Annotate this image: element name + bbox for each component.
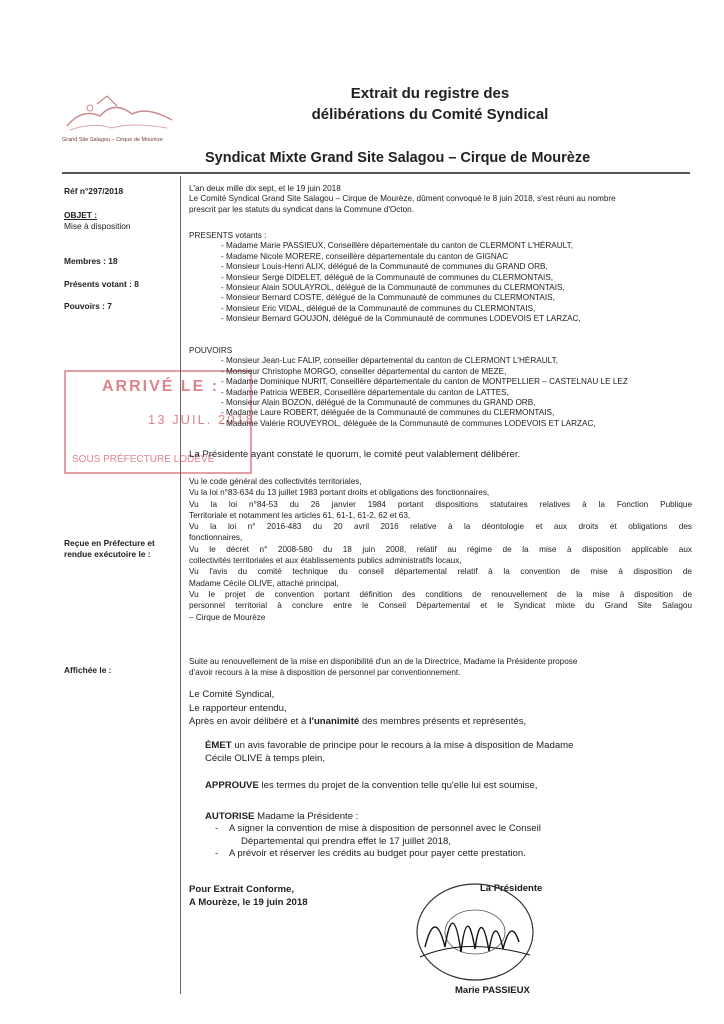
pouvoirs-label: POUVOIRS <box>189 346 233 355</box>
comite-line: Le Comité Syndical, <box>189 689 275 700</box>
vu-line: Vu le code général des collectivités territoriales, <box>189 477 362 486</box>
emet-keyword: ÉMET <box>205 740 232 751</box>
signer-name: Marie PASSIEUX <box>455 985 530 996</box>
approuve-text: les termes du projet de la convention telle qu'elle lui est soumise, <box>258 780 538 791</box>
recue-label-2: rendue exécutoire le : <box>64 549 151 559</box>
list-item: - Monsieur Jean-Luc FALIP, conseiller départemental du canton de CLERMONT L'HÉRAULT, <box>189 356 692 366</box>
stamp-line-2: 13 JUIL. 2018 <box>148 412 255 427</box>
vu-line: Vu la loi n°84-53 du 26 janvier 1984 portant dispositions statutaires relatives à la Fonction Publique <box>189 499 692 509</box>
unanimite-text: l'unanimité <box>309 716 360 727</box>
vu-section <box>189 476 692 623</box>
signature-seal <box>405 877 545 997</box>
presents-section <box>189 231 692 325</box>
vu-line: – Cirque de Mourèze <box>189 612 266 622</box>
membres-count: Membres : 18 <box>64 256 118 266</box>
autorise-line <box>205 811 685 823</box>
signer-title: La Présidente <box>480 883 543 894</box>
vu-line: Territoriale et notamment les articles 61, 61-1, 61-2, 62 et 63, <box>189 510 411 520</box>
intro-line: L'an deux mille dix sept, et le 19 juin 2018 <box>189 184 341 193</box>
approuve-line <box>205 780 685 792</box>
autorise-keyword: AUTORISE <box>205 811 255 822</box>
emet-paragraph <box>205 740 685 765</box>
closing-line-2: A Mourèze, le 19 juin 2018 <box>189 897 308 908</box>
recue-label-1: Reçue en Préfecture et <box>64 538 155 548</box>
intro-line: Le Comité Syndical Grand Site Salagou – Cirque de Mourèze, dûment convoqué le 8 juin 2018, s'est réuni au nombre <box>189 194 616 204</box>
vu-line: personnel territorial à conclure entre le Conseil Départemental et le Syndicat mixte du Grand Site Salagou <box>189 601 692 611</box>
title-line-1: Extrait du registre des <box>350 85 510 102</box>
reference-number: Réf n°297/2018 <box>64 186 124 196</box>
comite-line <box>189 715 692 729</box>
list-item: - Monsieur Alain SOULAYROL, délégué de la Communauté de communes du CLERMONTAIS, <box>189 283 692 293</box>
vu-line: collectivités territoriales et aux établissements publics administratifs locaux, <box>189 556 462 566</box>
comite-text: des membres présents et représentés, <box>361 716 527 727</box>
list-item: - Monsieur Louis-Henri ALIX, délégué de la Communauté de communes du GRAND ORB, <box>189 262 692 272</box>
document-title <box>300 83 560 125</box>
objet-label: OBJET : <box>64 210 98 220</box>
vu-line: Vu le projet de convention portant définition des conditions de renouvellement de la mise à disposition de <box>189 589 692 599</box>
autorise-paragraph <box>205 811 685 860</box>
vu-line: Vu l'avis du comité technique du conseil départemental relatif à la convention de mise à disposition de <box>189 567 692 577</box>
intro-line: prescrit par les statuts du syndicat dans la Commune d'Octon. <box>189 204 415 214</box>
autorise-text: Madame la Présidente : <box>254 811 359 822</box>
pouvoirs-section <box>189 346 692 429</box>
list-item: - Madame Valérie ROUVEYROL, déléguée de la Communauté de communes LODEVOIS ET LARZAC, <box>189 419 692 429</box>
autorise-item: - A signer la convention de mise à disposition de personnel avec le Conseil <box>215 823 541 835</box>
vu-line: Vu le décret n° 2008-580 du 18 juin 2008, relatif au régime de la mise à disposition applicable aux <box>189 544 692 554</box>
affichee-label: Affichée le : <box>64 665 112 675</box>
list-item: - Monsieur Eric VIDAL, délégué de la Communauté de communes du CLERMONTAIS, <box>189 304 692 314</box>
pouvoirs-count: Pouvoirs : 7 <box>64 301 112 311</box>
list-item: - Madame Nicole MORERE, conseillère départementale du canton de GIGNAC <box>189 252 692 262</box>
list-item: - Madame Dominique NURIT, Conseillère départementale du canton de MONTPELLIER – CASTELNAU LE LEZ <box>189 377 692 387</box>
list-item: - Madame Laure ROBERT, déléguée de la Communauté de communes du CLERMONTAIS, <box>189 408 692 418</box>
emet-text: un avis favorable de principe pour le recours à la mise à disposition de Madame <box>231 740 574 751</box>
vu-line: Madame Cécile OLIVE, attaché principal, <box>189 578 339 588</box>
closing-line-1: Pour Extrait Conforme, <box>189 884 295 895</box>
stamp-line-1: ARRIVÉ LE : <box>102 378 220 395</box>
list-item: - Monsieur Serge DIDELET, délégué de la Communauté de communes du CLERMONTAIS, <box>189 273 692 283</box>
objet-value: Mise à disposition <box>64 221 131 231</box>
presents-label: PRESENTS votants : <box>189 231 267 240</box>
logo-caption: Grand Site Salagou – Cirque de Mourèze <box>62 137 163 143</box>
suite-line: Suite au renouvellement de la mise en disponibilité d'un an de la Directrice, Madame la Présidente propose <box>189 657 578 666</box>
list-item: - Monsieur Alain BOZON, délégué de la Communauté de communes du GRAND ORB, <box>189 398 692 408</box>
intro-paragraph <box>189 184 692 215</box>
list-item: - Monsieur Bernard COSTE, délégué de la Communauté de communes du CLERMONTAIS, <box>189 293 692 303</box>
column-divider <box>180 176 181 994</box>
header-divider <box>62 172 690 174</box>
list-item: - Madame Patricia WEBER, Conseillère départementale du canton de LATTES, <box>189 388 692 398</box>
suite-line: d'avoir recours à la mise à disposition de personnel par conventionnement. <box>189 668 461 678</box>
vu-line: Vu la loi n° 2016-483 du 20 avril 2016 relative à la déontologie et aux droits et obligations des <box>189 522 692 532</box>
title-line-2: délibérations du Comité Syndical <box>311 106 549 123</box>
list-item: - Monsieur Christophe MORGO, conseiller départemental du canton de MEZE, <box>189 367 692 377</box>
approuve-keyword: APPROUVE <box>205 780 259 791</box>
comite-text: Après en avoir délibéré et à <box>189 716 307 727</box>
approuve-paragraph <box>205 780 685 792</box>
autorise-item: - A prévoir et réserver les crédits au budget pour payer cette prestation. <box>215 847 526 859</box>
emet-line: Cécile OLIVE à temps plein, <box>205 752 325 764</box>
comite-line: Le rapporteur entendu, <box>189 702 287 714</box>
emet-line <box>205 740 685 753</box>
comite-paragraph <box>189 688 692 729</box>
autorise-item-cont: Départemental qui prendra effet le 17 juillet 2018, <box>241 835 451 847</box>
suite-paragraph <box>189 656 692 679</box>
list-item: - Monsieur Bernard GOUJON, délégué de la Communauté de communes LODEVOIS ET LARZAC, <box>189 314 692 324</box>
autorise-item-text: A signer la convention de mise à disposition de personnel avec le Conseil <box>228 823 541 835</box>
autorise-item-text: A prévoir et réserver les crédits au budget pour payer cette prestation. <box>228 847 526 859</box>
quorum-statement: La Présidente ayant constaté le quorum, le comité peut valablement délibérer. <box>189 449 521 460</box>
list-item: - Madame Marie PASSIEUX, Conseillère départementale du canton de CLERMONT L'HÉRAULT, <box>189 241 692 251</box>
vu-line: Vu la loi n°83-634 du 13 juillet 1983 portant droits et obligations des fonctionnaires, <box>189 488 490 498</box>
presents-count: Présents votant : 8 <box>64 279 139 289</box>
vu-line: fonctionnaires, <box>189 533 243 543</box>
stamp-line-3: SOUS PRÉFECTURE LODÈVE <box>72 454 215 465</box>
document-subtitle: Syndicat Mixte Grand Site Salagou – Cirque de Mourèze <box>205 150 591 166</box>
